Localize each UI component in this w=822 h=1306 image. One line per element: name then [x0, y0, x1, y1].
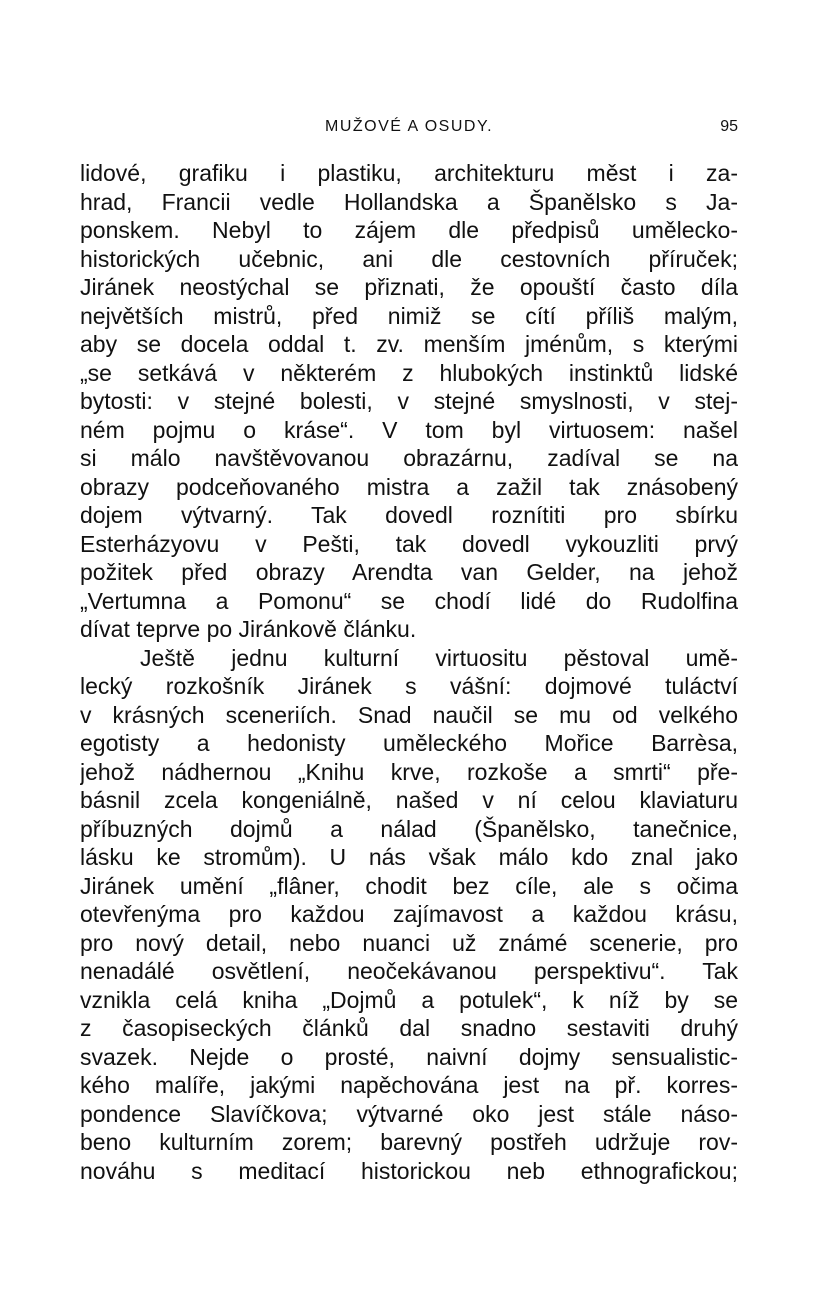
- text-line: nenadálé osvětlení, neočekávanou perspektivu“. Tak: [80, 958, 738, 984]
- page-number: 95: [720, 118, 738, 135]
- text-line: historických učebnic, ani dle cestovních příruček;: [80, 245, 738, 272]
- running-title: MUŽOVÉ A OSUDY.: [324, 118, 494, 135]
- text-line: ném pojmu o kráse“. V tom byl virtuosem: našel: [80, 416, 738, 443]
- text-line: kého malíře, jakými napěchována jest na př. korres-: [80, 1072, 738, 1098]
- body-text: [80, 159, 738, 1185]
- text-line: jehož nádhernou „Knihu krve, rozkoše a smrti“ pře-: [80, 758, 738, 785]
- text-line: pro nový detail, nebo nuanci už známé scenerie, pro: [80, 929, 738, 956]
- text-line: Jiránek umění „flâner, chodit bez cíle, ale s očima: [80, 872, 738, 899]
- text-line: požitek před obrazy Arendta van Gelder, na jehož: [80, 559, 738, 585]
- text-line: Esterházyovu v Pešti, tak dovedl vykouzliti prvý: [80, 530, 738, 557]
- text-line: „se setkává v některém z hlubokých instinktů lidské: [80, 359, 738, 386]
- text-line: „Vertumna a Pomonu“ se chodí lidé do Rudolfina: [80, 587, 738, 614]
- text-line: největších mistrů, před nimiž se cítí příliš malým,: [80, 302, 738, 329]
- text-line: bytosti: v stejné bolesti, v stejné smyslnosti, v stej-: [80, 388, 738, 414]
- text-line: básnil zcela kongeniálně, našed v ní celou klaviaturu: [80, 787, 738, 813]
- text-line: lidové, grafiku i plastiku, architekturu měst i za-: [80, 160, 738, 186]
- text-line: pondence Slavíčkova; výtvarné oko jest stále náso-: [80, 1100, 738, 1127]
- text-line: obrazy podceňovaného mistra a zažil tak znásobený: [80, 473, 738, 500]
- text-line: ponskem. Nebyl to zájem dle předpisů umělecko-: [80, 217, 738, 243]
- paragraph-first-line: Ještě jednu kulturní virtuositu pěstoval umě-: [140, 644, 738, 671]
- text-line: z časopiseckých článků dal snadno sestaviti druhý: [80, 1015, 738, 1041]
- text-line: dojem výtvarný. Tak dovedl roznítiti pro sbírku: [80, 502, 738, 528]
- text-line: hrad, Francii vedle Hollandska a Španělsko s Ja-: [80, 188, 738, 215]
- text-line: v krásných sceneriích. Snad naučil se mu od velkého: [80, 701, 738, 728]
- text-line: beno kulturním zorem; barevný postřeh udržuje rov-: [80, 1129, 738, 1155]
- text-line: lásku ke stromům). U nás však málo kdo znal jako: [80, 844, 738, 870]
- text-line: nováhu s meditací historickou neb ethnografickou;: [80, 1157, 738, 1184]
- page-header: [80, 118, 738, 142]
- text-line: aby se docela oddal t. zv. menším jménům, s kterými: [80, 331, 738, 357]
- paragraph-end-line: dívat teprve po Jiránkově článku.: [80, 616, 417, 642]
- text-line: vznikla celá kniha „Dojmů a potulek“, k níž by se: [80, 986, 738, 1013]
- text-line: si málo navštěvovanou obrazárnu, zadíval se na: [80, 445, 738, 471]
- text-line: egotisty a hedonisty uměleckého Mořice Barrèsa,: [80, 730, 738, 756]
- text-line: příbuzných dojmů a nálad (Španělsko, tanečnice,: [80, 815, 738, 842]
- text-line: lecký rozkošník Jiránek s vášní: dojmové tuláctví: [80, 673, 738, 699]
- text-line: Jiránek neostýchal se přiznati, že opouští často díla: [80, 274, 738, 300]
- text-line: svazek. Nejde o prosté, naivní dojmy sensualistic-: [80, 1043, 738, 1070]
- text-line: otevřenýma pro každou zajímavost a každou krásu,: [80, 901, 738, 927]
